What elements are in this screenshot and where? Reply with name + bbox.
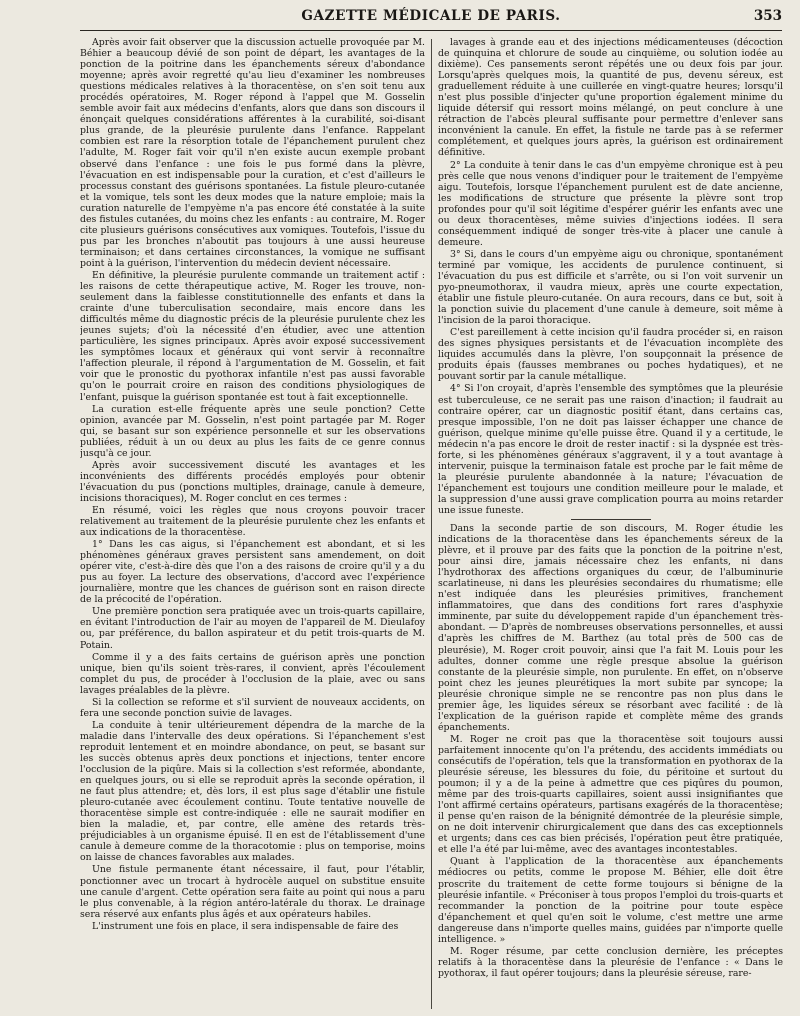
paragraph: Une première ponction sera pratiquée avec un trois-quarts capillaire, en évitant l'introduction de l'air au moyen de l'appareil de M. Dieulafoy ou, par préférence, du ballon aspirateur et du petit trois-quarts de M. Potain. xyxy=(80,606,425,651)
page-header xyxy=(80,0,782,31)
paragraph: Après avoir fait observer que la discussion actuelle provoquée par M. Béhier a beaucoup dévié de son point de départ, les avantages de la ponction de la poitrine dans les épanchements séreux d'abondance moyenne; après avoir regretté qu'au lieu d'examiner les nombreuses questions médicales relatives à la thoracentèse, on s'en soit tenu aux procédés opératoires, M. Roger répond à l'appel que M. Gosselin semble avoir fait aux médecins d'enfants, alors que dans son discours il énonçait quelques considérations afférentes à la curabilité, soi-disant plus grande, de la pleurésie purulente dans l'enfance. Rappelant combien est rare la résorption totale de l'épanchement purulent chez l'adulte, M. Roger fait voir qu'il n'en existe aucun exemple probant observé dans l'enfance : une fois le pus formé dans la plèvre, l'évacuation en est indispensable pour la curation, et c'est d'ailleurs le processus constant des guérisons spontanées. La fistule pleuro-cutanée et la vomique, tels sont les deux modes que la nature emploie; mais la curation naturelle de l'empyème n'a pas encore été constatée à la suite des fistules cutanées, du moins chez les enfants : au contraire, M. Roger cite plusieurs guérisons consécutives aux vomiques. Toutefois, l'issue du pus par les bronches n'aboutit pas toujours à une aussi heureuse terminaison; et dans certaines circonstances, la vomique ne suffisant point à la guérison, l'intervention du médecin devient nécessaire. xyxy=(80,37,425,269)
paragraph: En définitive, la pleurésie purulente commande un traitement actif : les raisons de cette thérapeutique active, M. Roger les trouve, non-seulement dans la faiblesse constitutionnelle des enfants et dans la crainte d'une tuberculisation secondaire, mais encore dans les difficultés même du diagnostic précis de la pleurésie purulente chez les jeunes sujets; d'où la nécessité d'en étudier, avec une attention particulière, les signes principaux. Après avoir exposé successivement les symptômes locaux et généraux qui vont servir à reconnaître l'affection pleurale, il répond à l'argumentation de M. Gosselin, et fait voir que le pronostic du pyothorax infantile n'est pas aussi favorable qu'on le pourrait croire en raison des conditions physiologiques de l'enfant, puisque la guérison spontanée est tout à fait exceptionnelle. xyxy=(80,269,425,403)
paragraph: 2° La conduite à tenir dans le cas d'un empyème chronique est à peu près celle que nous venons d'indiquer pour le traitement de l'empyème aigu. Toutefois, lorsque l'épanchement purulent est de date ancienne, les modifications de structure que présente la plèvre sont trop profondes pour qu'il soit légitime d'espérer guérir les enfants avec une ou deux thoracentèses, même suivies d'injections iodées. Il sera conséquemment indiqué de songer très-vite à placer une canule à demeure. xyxy=(438,159,783,248)
paragraph: 4° Si l'on croyait, d'après l'ensemble des symptômes que la pleurésie est tuberculeuse, ce ne serait pas une raison d'inaction; il faudrait au contraire opérer, car un diagnostic positif étant, dans certains cas, presque impossible, l'on ne doit pas laisser échapper une chance de guérison, quelque minime qu'elle puisse être. Quand il y a certitude, le médecin n'a pas encore le droit de rester inactif : si la dyspnée est très-forte, si les phénomènes généraux s'aggravent, il y a tout avantage à intervenir, puisque la terminaison fatale est proche par le fait même de la pleurésie purulente abandonnée à la nature; l'évacuation de l'épanchement est toujours une condition meilleure pour le malade, et la suppression d'une aussi grave complication pourra au moins retarder une issue funeste. xyxy=(438,383,783,516)
paragraph: La conduite à tenir ultérieurement dépendra de la marche de la maladie dans l'intervalle des deux opérations. Si l'épanchement s'est reproduit lentement et en moindre abondance, on peut, se basant sur les succès obtenus après deux ponctions et injections, tenter encore l'occlusion de la piqûre. Mais si la collection s'est reformée, abondante, en quelques jours, ou si elle se reproduit après la seconde opération, il ne faut plus attendre; et, dès lors, il est plus sage d'établir une fistule pleuro-cutanée avec écoulement continu. Toute tentative nouvelle de thoracentèse simple est contre-indiquée : elle ne saurait modifier en bien la maladie, et, par contre, elle amène des retards très-préjudiciables à un organisme épuisé. Il en est de l'établissement d'une canule à demeure comme de la thoracotomie : plus on temporise, moins on laisse de chances favorables aux malades. xyxy=(80,719,425,864)
paragraph: Après avoir successivement discuté les avantages et les inconvénients des différents procédés employés pour obtenir l'évacuation du pus (ponctions multiples, drainage, canule à demeure, incisions thoraciques), M. Roger conclut en ces termes : xyxy=(80,459,425,504)
paragraph: Dans la seconde partie de son discours, M. Roger étudie les indications de la thoracentèse dans les épanchements séreux de la plèvre, et il prouve par des faits que la ponction de la poitrine n'est, pour ainsi dire, jamais nécessaire chez les enfants, ni dans l'hydrothorax des affections organiques du cœur, de l'albuminurie scarlatineuse, ni dans les pleurésies secondaires du rhumatisme; elle n'est indiquée dans les pleurésies primitives, franchement inflammatoires, que dans des conditions fort rares d'asphyxie imminente, par suite du développement rapide d'un épanchement très-abondant. — D'après de nombreuses observations personnelles, et aussi d'après les chiffres de M. Barthez (au total près de 500 cas de pleurésie), M. Roger croit pouvoir, ainsi que l'a fait M. Louis pour les adultes, donner comme une règle presque absolue la guérison constante de la pleurésie simple, non purulente. En effet, on n'observe point chez les jeunes pleurétiques la mort subite par syncope; la pleurésie chronique simple ne se rencontre pas non plus dans le premier âge, les liquides séreux se résorbant avec facilité : de là l'explication de la guérison rapide et complète même des grands épanchements. xyxy=(438,523,783,733)
paragraph: En résumé, voici les règles que nous croyons pouvoir tracer relativement au traitement de la pleurésie purulente chez les enfants et aux indications de la thoracentèse. xyxy=(80,504,425,539)
paragraph: M. Roger résume, par cette conclusion dernière, les préceptes relatifs à la thoracentèse dans la pleurésie de l'enfance : « Dans le pyothorax, il faut opérer toujours; dans la pleurésie séreuse, rare- xyxy=(438,945,783,979)
journal-title: GAZETTE MÉDICALE DE PARIS. xyxy=(301,8,561,24)
left-column xyxy=(80,37,425,1009)
right-column xyxy=(438,37,783,1009)
paragraph: Une fistule permanente étant nécessaire, il faut, pour l'établir, ponctionner avec un trocart à hydrocèle auquel on substitue ensuite une canule d'argent. Cette opération sera faite au point qui nous a paru le plus convenable, à la région antéro-latérale du thorax. Le drainage sera réservé aux enfants plus âgés et aux opérateurs habiles. xyxy=(80,864,425,920)
paragraph: La curation est-elle fréquente après une seule ponction? Cette opinion, avancée par M. Gosselin, n'est point partagée par M. Roger qui, se basant sur son expérience personnelle et sur les observations publiées, réduit à un ou deux au plus les faits de ce genre connus jusqu'à ce jour. xyxy=(80,403,425,459)
paragraph: Quant à l'application de la thoracentèse aux épanchements médiocres ou petits, comme le propose M. Béhier, elle doit être proscrite du traitement de cette forme toujours si bénigne de la pleurésie infantile. « Préconiser à tous propos l'emploi du trois-quarts et recommander la ponction de la poitrine pour toute espèce d'épanchement et quel qu'en soit le volume, c'est mettre une arme dangereuse dans n'importe quelles mains, guidées par n'importe quelle intelligence. » xyxy=(438,856,783,945)
paragraph: M. Roger ne croit pas que la thoracentèse soit toujours aussi parfaitement innocente qu'on l'a prétendu, des accidents immédiats ou consécutifs de l'opération, tels que la transformation en pyothorax de la pleurésie séreuse, les blessures du foie, du péritoine et surtout du poumon; il y a de la peine à admettre que ces piqûres du poumon, même par des trois-quarts capillaires, soient aussi insignifiantes que l'ont affirmé certains opérateurs, partisans exagérés de la thoracentèse; il pense qu'en raison de la bénignité démontrée de la pleurésie simple, on ne doit intervenir chirurgicalement que dans des cas exceptionnels et urgents; dans ces cas bien précisés, l'opération peut être pratiquée, et elle l'a été par lui-même, avec des avantages incontestables. xyxy=(438,733,783,856)
paragraph: L'instrument une fois en place, il sera indispensable de faire des xyxy=(92,920,399,932)
paragraph: 1° Dans les cas aigus, si l'épanchement est abondant, et si les phénomènes généraux graves persistent sans amendement, on doit opérer vite, c'est-à-dire dès que l'on a des raisons de croire qu'il y a du pus au foyer. La lecture des observations, d'accord avec l'expérience journalière, montre que les chances de guérison sont en raison directe de la précocité de l'opération. xyxy=(80,539,425,606)
paragraph: lavages à grande eau et des injections médicamenteuses (décoction de quinquina et chlorure de soude au cinquième, ou solution iodée au dixième). Ces pansements seront répétés une ou deux fois par jour. Lorsqu'après quelques mois, la quantité de pus, devenu séreux, est graduellement réduite à une cuillerée en vingt-quatre heures; lorsqu'il n'est plus possible d'injecter qu'une proportion également minime du liquide détersif qui ressort moins mélangé, on peut conclure à une rétraction de l'abcès pleural suffisante pour permettre d'enlever sans inconvénient la canule. En effet, la fistule ne tarde pas à se refermer complétement, et quelques jours après, la guérison est ordinairement définitive. xyxy=(438,37,783,159)
paragraph: 3° Si, dans le cours d'un empyème aigu ou chronique, spontanément terminé par vomique, les accidents de purulence continuent, si l'évacuation du pus est difficile et s'arrête, ou si l'on voit survenir un pyo-pneumothorax, il vaudra mieux, après une courte expectation, établir une fistule pleuro-cutanée. On aura recours, dans ce but, soit à la ponction suivie du placement d'une canule à demeure, soit même à l'incision de la paroi thoracique. xyxy=(438,248,783,327)
paragraph: Comme il y a des faits certains de guérison après une ponction unique, bien qu'ils soient très-rares, il convient, après l'écoulement complet du pus, de procéder à l'occlusion de la plaie, avec ou sans lavages préalables de la plèvre. xyxy=(80,651,425,696)
paragraph: C'est pareillement à cette incision qu'il faudra procéder si, en raison des signes physiques persistants et de l'évacuation incomplète des liquides accumulés dans la plèvre, l'on soupçonnait la présence de produits épais (fausses membranes ou poches hydatiques), et ne pouvant sortir par la canule métallique. xyxy=(438,327,783,383)
text-columns xyxy=(80,37,782,1009)
page-number: 353 xyxy=(753,8,782,24)
column-divider xyxy=(431,39,432,1009)
paragraph: Si la collection se reforme et s'il survient de nouveaux accidents, on fera une seconde ponction suivie de lavages. xyxy=(80,696,425,719)
section-rule xyxy=(571,519,651,520)
